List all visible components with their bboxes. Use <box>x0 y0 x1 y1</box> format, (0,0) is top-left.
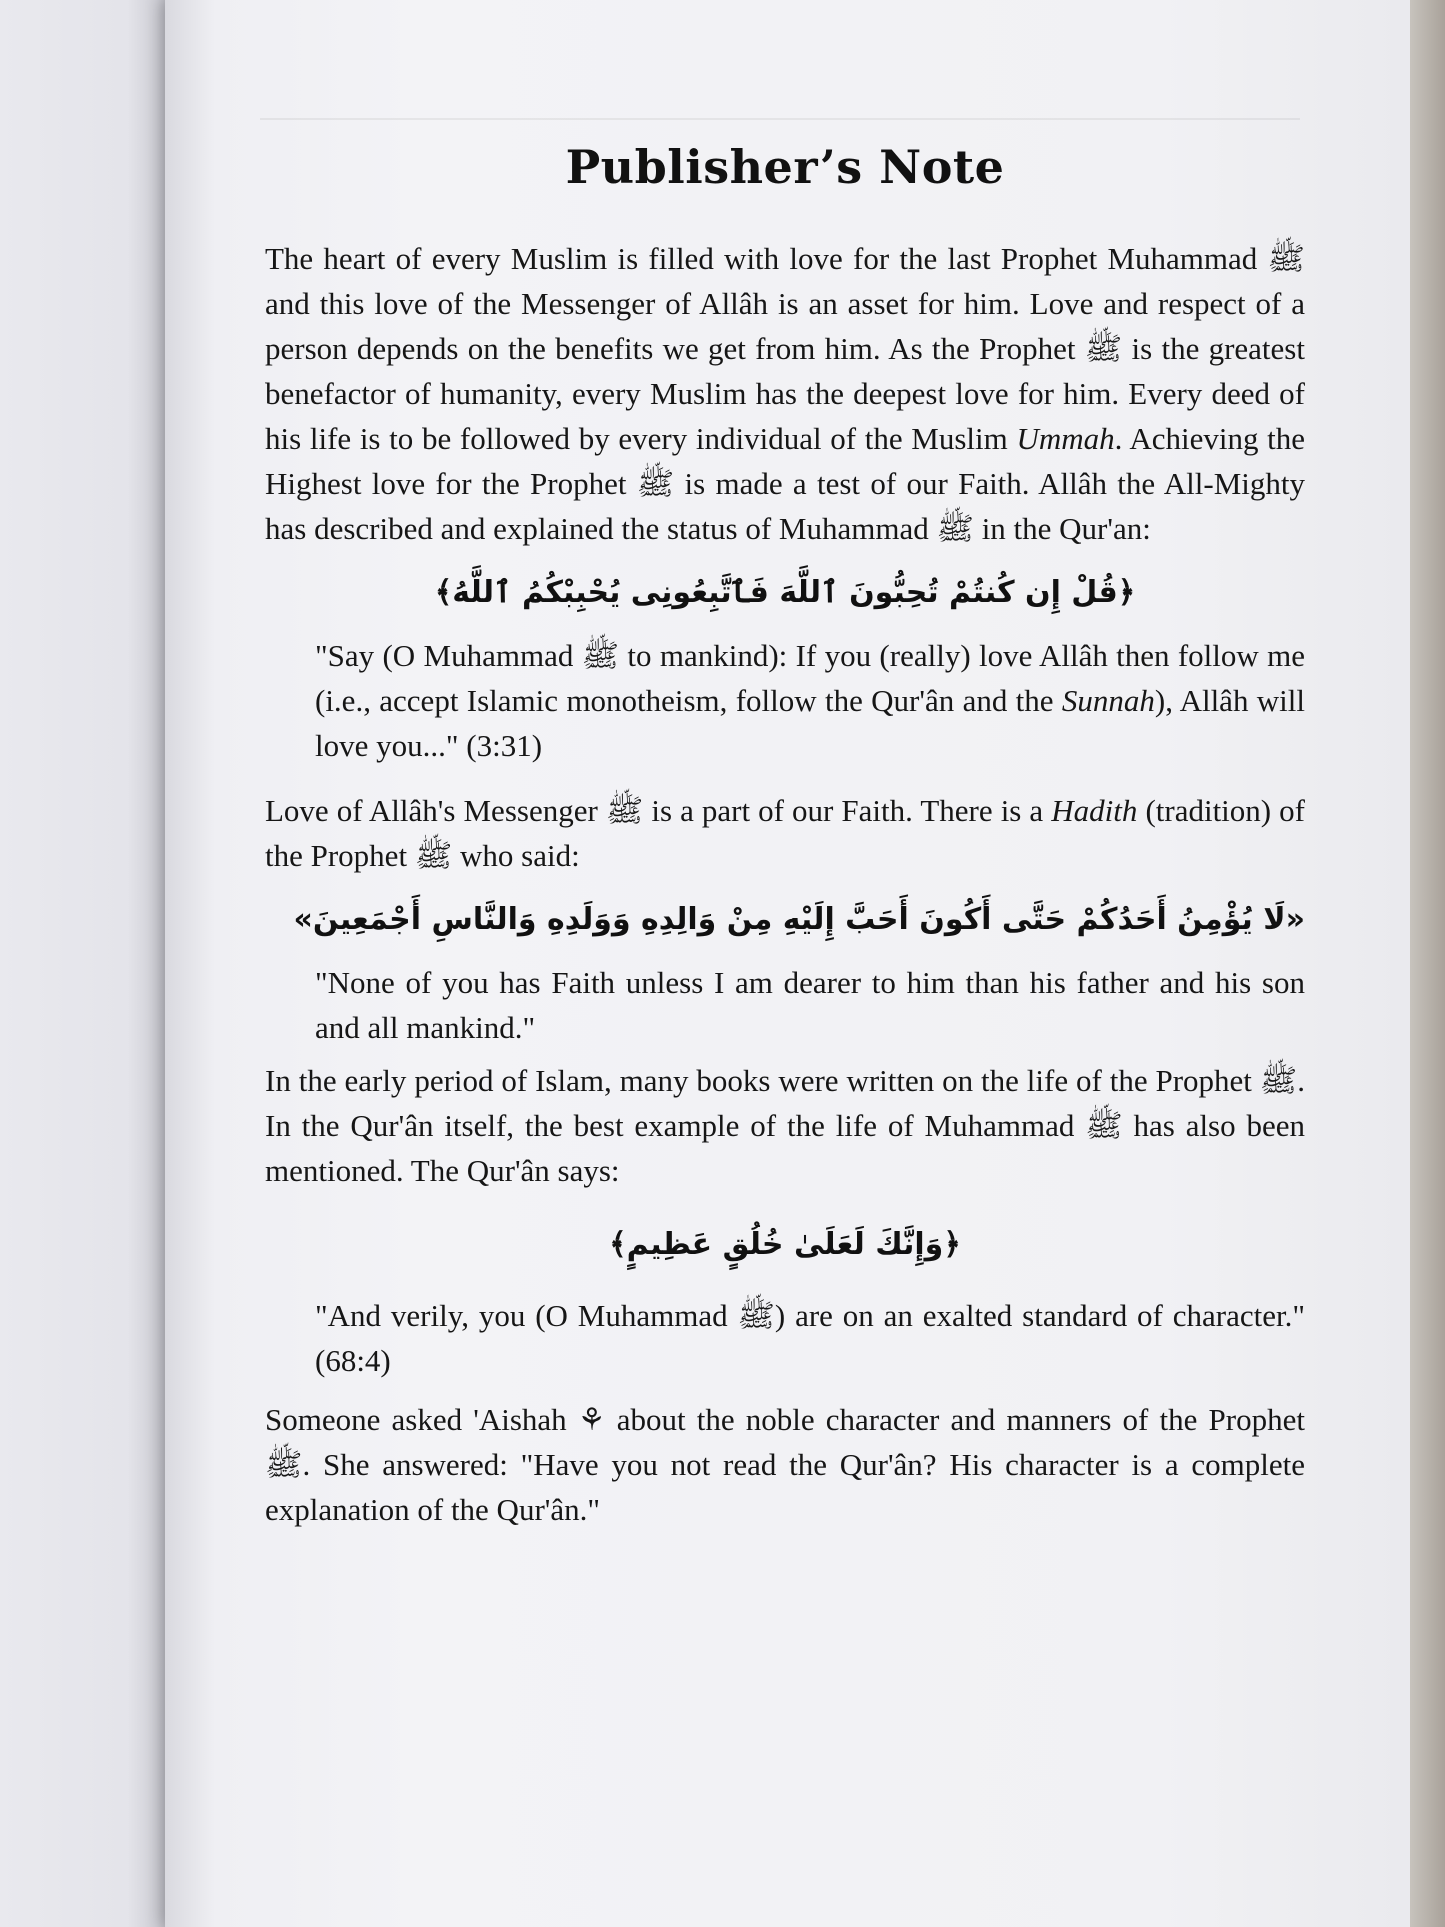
quote-verse-2: "And verily, you (O Muhammad ﷺ) are on an exalted standard of character." (68:4) <box>315 1298 1305 1378</box>
page-stack-edge <box>1410 0 1445 1927</box>
page-title: Publisher’s Note <box>565 140 1005 194</box>
paragraph-early-period: In the early period of Islam, many books were written on the life of the Prophet ﷺ. In the Qur'ân itself, the best example of the life of Muhammad ﷺ has also been mentioned. The Qur'ân says: <box>265 1063 1305 1188</box>
hadith-intro-text: Love of Allâh's Messenger ﷺ is a part of our Faith. There is a <box>265 793 1044 828</box>
quote-verse-1 <box>315 633 1305 768</box>
intro-text: The heart of every Muslim is filled with love for the last Prophet Muhammad ﷺ and this love of the Messenger of Allâh is an asset for him. Love and respect of a person depends on the benefits we get from him. As the Prophet ﷺ is the greatest benefactor of humanity, every Muslim has the deepest love for him. Every deed of his life is to be followed by every individual of the Muslim <box>265 241 1305 456</box>
arabic-hadith: «لَا يُؤْمِنُ أَحَدُكُمْ حَتَّى أَكُونَ أَحَبَّ إِلَيْهِ مِنْ وَالِدِهِ وَوَلَدِهِ وَالنَّاسِ أَجْمَعِينَ» <box>293 902 1305 937</box>
arabic-verse-2: ﴿وَإِنَّكَ لَعَلَىٰ خُلُقٍ عَظِيمٍ﴾ <box>609 1227 961 1262</box>
intro-text-end: . Achieving the Highest love for the Prophet ﷺ is made a test of our Faith. Allâh the All-Mighty has described and explained the status of Muhammad ﷺ in the Qur'an: <box>265 421 1306 546</box>
arabic-verse-1: ﴿قُلْ إِن كُنتُمْ تُحِبُّونَ ٱللَّهَ فَٱتَّبِعُونِى يُحْبِبْكُمُ ٱللَّهُ﴾ <box>434 575 1136 610</box>
paragraph-aishah: Someone asked 'Aishah ⚘ about the noble character and manners of the Prophet ﷺ. She answered: "Have you not read the Qur'ân? His character is a complete explanation of the Qur'ân." <box>265 1402 1305 1527</box>
previous-page-edge <box>0 0 170 1927</box>
quote-1-italic-term: Sunnah <box>1061 683 1155 718</box>
page-content <box>265 140 1305 1532</box>
quote-1-text: "Say (O Muhammad ﷺ to mankind): If you (really) love Allâh then follow me (i.e., accept Islamic monotheism, follow the Qur'ân and the <box>315 638 1305 718</box>
quote-1-text-end: ), Allâh will love you..." (3:31) <box>315 683 1306 763</box>
intro-italic-term: Ummah <box>1016 421 1115 456</box>
hadith-intro-text-end: (tradition) of the Prophet ﷺ who said: <box>265 793 1305 873</box>
quote-hadith: "None of you has Faith unless I am dearer to him than his father and his son and all mankind." <box>315 965 1305 1045</box>
paragraph-hadith-intro <box>265 788 1305 878</box>
paragraph-intro <box>265 236 1305 551</box>
hadith-italic-term: Hadith <box>1051 793 1138 828</box>
show-through-rule <box>260 118 1300 120</box>
